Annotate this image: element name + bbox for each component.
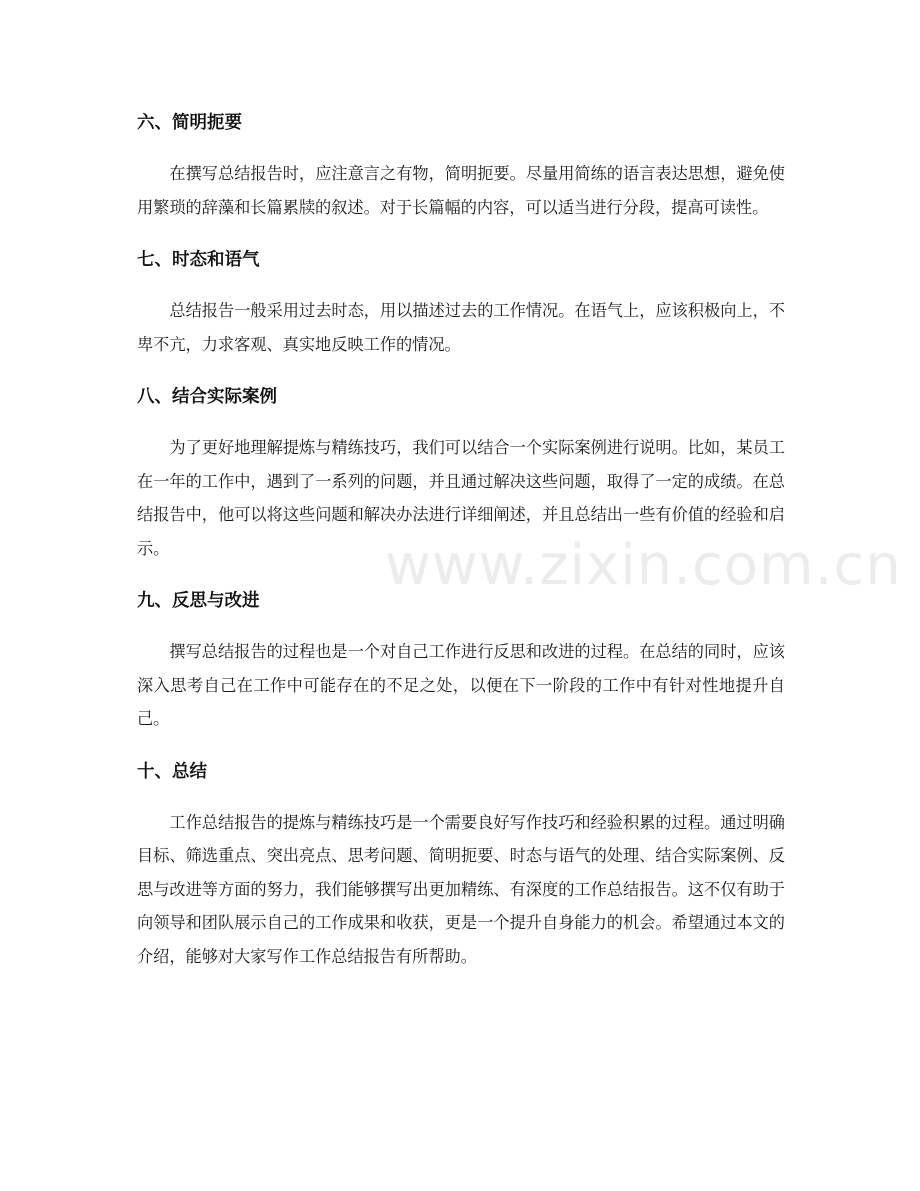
section-10 [137,753,785,974]
section-title: 七、时态和语气 [137,250,260,270]
section-paragraph: 工作总结报告的提炼与精练技巧是一个需要良好写作技巧和经验积累的过程。通过明确目标、筛选重点、突出亮点、思考问题、简明扼要、时态与语气的处理、结合实际案例、反思与改进等方面的努力，我们能够撰写出更加精练、有深度的工作总结报告。这不仅有助于向领导和团队展示自己的工作成果和收获，更是一个提升自身能力的机会。希望通过本文的介绍，能够对大家写作工作总结报告有所帮助。 [137,812,785,966]
section-title: 十、总结 [137,761,207,782]
section-8 [137,378,785,565]
watermark-text: www.zixin.com.cn [385,533,902,598]
document-body [137,104,785,973]
section-paragraph: 撰写总结报告的过程也是一个对自己工作进行反思和改进的过程。在总结的同时，应该深入思考自己在工作中可能存在的不足之处，以便在下一阶段的工作中有针对性地提升自己。 [137,642,785,728]
section-title: 六、简明扼要 [137,113,242,133]
section-title: 九、反思与改进 [137,591,260,611]
section-7 [137,241,785,361]
section-title: 八、结合实际案例 [137,387,277,407]
section-paragraph: 总结报告一般采用过去时态，用以描述过去的工作情况。在语气上，应该积极向上，不卑不亢，力求客观、真实地反映工作的情况。 [137,301,785,354]
section-6 [137,104,785,224]
section-9 [137,582,785,736]
section-paragraph: 在撰写总结报告时，应注意言之有物，简明扼要。尽量用简练的语言表达思想，避免使用繁琐的辞藻和长篇累牍的叙述。对于长篇幅的内容，可以适当进行分段，提高可读性。 [137,164,785,217]
section-paragraph: 为了更好地理解提炼与精练技巧，我们可以结合一个实际案例进行说明。比如，某员工在一年的工作中，遇到了一系列的问题，并且通过解决这些问题，取得了一定的成绩。在总结报告中，他可以将这些问题和解决办法进行详细阐述，并且总结出一些有价值的经验和启示。 [137,438,785,558]
